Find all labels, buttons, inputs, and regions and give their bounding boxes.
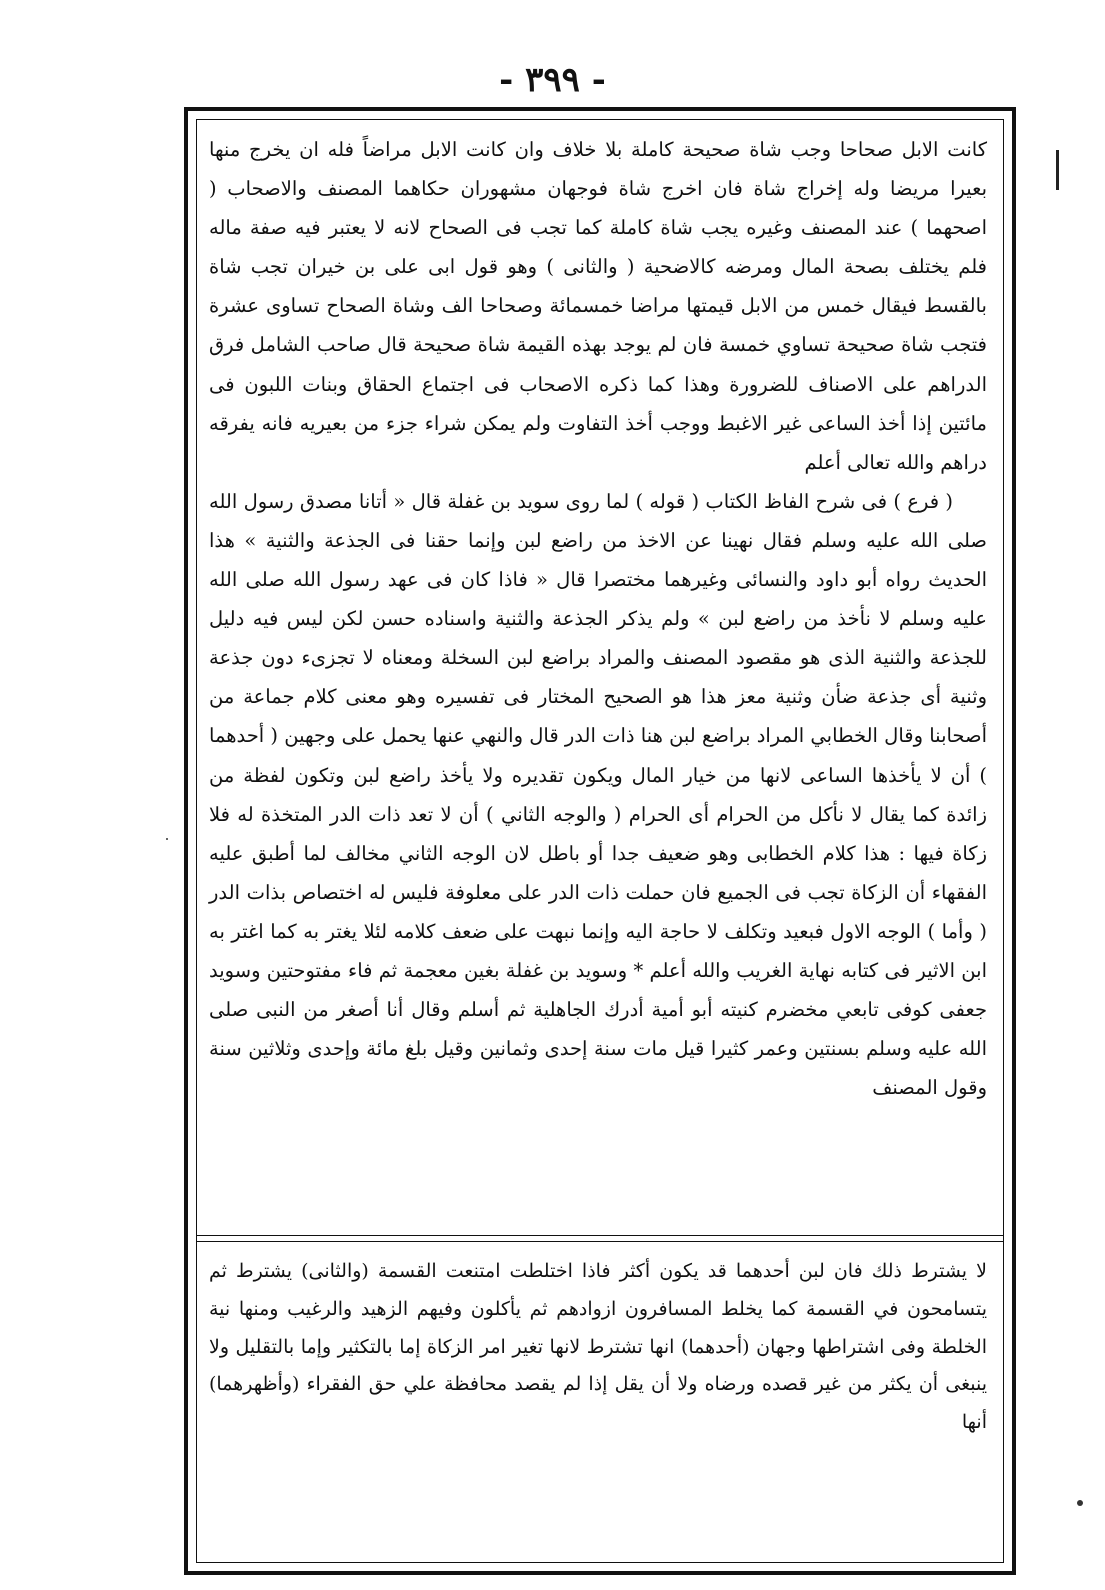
text-frame	[184, 107, 1016, 1575]
footnote-block	[209, 1253, 987, 1442]
footnote-paragraph: لا يشترط ذلك فان لبن أحدهما قد يكون أكثر فاذا اختلطت امتنعت القسمة (والثانى) يشترط ثم يتسامحون في القسمة كما يخلط المسافرون ازوادهم ثم يأكلون وفيهم الزهيد والرغيب ومنها نية الخلطة وفى اشتراطها وجهان (أحدهما) انها تشترط لانها تغير امر الزكاة إما بالتكثير وإما بالتقليل ولا ينبغى أن يكثر من غير قصده ورضاه ولا أن يقل إذا لم يقصد محافظة علي حق الفقراء (وأظهرهما) أنها	[209, 1260, 987, 1434]
main-paragraph-2: ( فرع ) فى شرح الفاظ الكتاب ( قوله ) لما روى سويد بن غفلة قال « أتانا مصدق رسول الله صلى الله عليه وسلم فقال نهينا عن الاخذ من راضع لبن وإنما حقنا فى الجذعة والثنية » هذا الحديث رواه أبو داود والنسائى وغيرهما مختصرا قال « فاذا كان فى عهد رسول الله صلى الله عليه وسلم لا نأخذ من راضع لبن » ولم يذكر الجذعة والثنية واسناده حسن لكن ليس فيه دليل للجذعة والثنية الذى هو مقصود المصنف والمراد براضع لبن السخلة ومعناه لا تجزىء دون جذعة وثنية أى جذعة ضأن وثنية معز هذا هو الصحيح المختار فى تفسيره وهو معنى كلام جماعة من أصحابنا وقال الخطابي المراد براضع لبن هنا ذات الدر قال والنهي عنها يحمل على وجهين ( أحدهما ) أن لا يأخذها الساعى لانها من خيار المال ويكون تقديره ولا يأخذ راضع لبن وتكون لفظة من زائدة كما يقال لا نأكل من الحرام أى الحرام ( والوجه الثاني ) أن لا تعد ذات الدر المتخذة له فلا زكاة فيها : هذا كلام الخطابى وهو ضعيف جدا أو باطل لان الوجه الثاني مخالف لما أطبق عليه الفقهاء أن الزكاة تجب فى الجميع فان حملت ذات الدر على معلوفة فليس له اختصاص بذات الدر ( وأما ) الوجه الاول فبعيد وتكلف لا حاجة اليه وإنما نبهت على ضعف كلامه لئلا يغتر به كما اغتر به ابن الاثير فى كتابه نهاية الغريب والله أعلم * وسويد بن غفلة بغين معجمة ثم فاء مفتوحتين وسويد جعفى كوفى تابعي مخضرم كنيته أبو أمية أدرك الجاهلية ثم أسلم وقال أنا أصغر من النبى صلى الله عليه وسلم بسنتين وعمر كثيرا قيل مات سنة إحدى وثمانين وقيل بلغ مائة وإحدى وثلاثين سنة وقول المصنف	[209, 489, 987, 1100]
ink-speck	[166, 838, 168, 840]
margin-mark	[1056, 150, 1059, 190]
page-number: - ٣٩٩ -	[499, 60, 606, 100]
ink-speck	[1077, 1500, 1083, 1506]
main-paragraph-1: كانت الابل صحاحا وجب شاة صحيحة كاملة بلا خلاف وان كانت الابل مراضاً فله ان يخرج منها بعيرا مريضا وله إخراج شاة فان اخرج شاة فوجهان مشهوران حكاهما المصنف والاصحاب ( اصحهما ) عند المصنف وغيره يجب شاة كاملة كما تجب فى الصحاح لانه لا يعتبر فيه صفة ماله فلم يختلف بصحة المال ومرضه كالاضحية ( والثانى ) وهو قول ابى على بن خيران تجب شاة بالقسط فيقال خمس من الابل قيمتها مراضا خمسمائة وصحاحا الف وشاة الصحاح تساوى عشرة فتجب شاة صحيحة تساوي خمسة فان لم يوجد بهذه القيمة شاة صحيحة قال صاحب الشامل فرق الدراهم على الاصناف للضرورة وهذا كما ذكره الاصحاب فى اجتماع الحقاق وبنات اللبون فى مائتين إذا أخذ الساعى غير الاغبط ووجب أخذ التفاوت ولم يمكن شراء جزء من بعيريه فانه يفرقه دراهم والله تعالى أعلم	[209, 138, 987, 474]
main-text-block	[209, 130, 987, 1225]
footnote-divider	[196, 1235, 1004, 1242]
